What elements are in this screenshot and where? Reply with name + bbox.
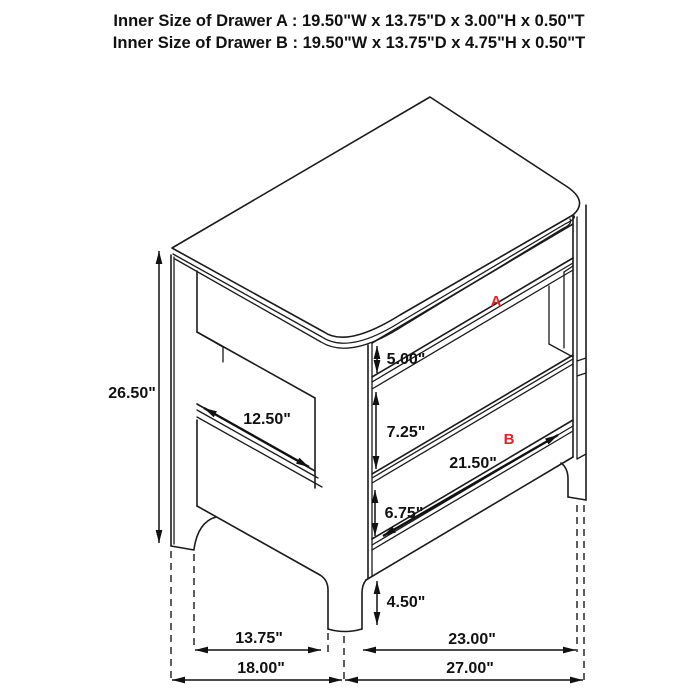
width-between-legs-label: 23.00"	[448, 631, 496, 648]
drawer-a-height-label: 5.00"	[386, 351, 426, 368]
drawer-a-letter: A	[490, 293, 502, 310]
depth-between-legs-label: 13.75"	[235, 630, 283, 647]
table-top	[172, 97, 580, 348]
overall-width-label: 27.00"	[446, 660, 494, 677]
drawer-b-width-label: 21.50"	[449, 455, 497, 472]
shelf-depth-label: 12.50"	[243, 411, 291, 428]
dimension-labels	[108, 351, 497, 677]
header-drawer-b-size: Inner Size of Drawer B : 19.50"W x 13.75"D x 4.75"H x 0.50"T	[112, 34, 586, 52]
overall-depth-label: 18.00"	[237, 660, 285, 677]
drawer-b-letter: B	[503, 431, 515, 448]
overall-height-label: 26.50"	[108, 385, 156, 402]
leg-height-label: 4.50"	[386, 594, 426, 611]
header-drawer-a-size: Inner Size of Drawer A : 19.50"W x 13.75"D x 3.00"H x 0.50"T	[113, 12, 585, 30]
right-side-edge	[573, 205, 586, 500]
shelf-opening-height-label: 7.25"	[386, 424, 426, 441]
legs	[171, 463, 586, 632]
dimension-arrows	[159, 251, 583, 680]
drawer-b-height-label: 6.75"	[384, 505, 424, 522]
